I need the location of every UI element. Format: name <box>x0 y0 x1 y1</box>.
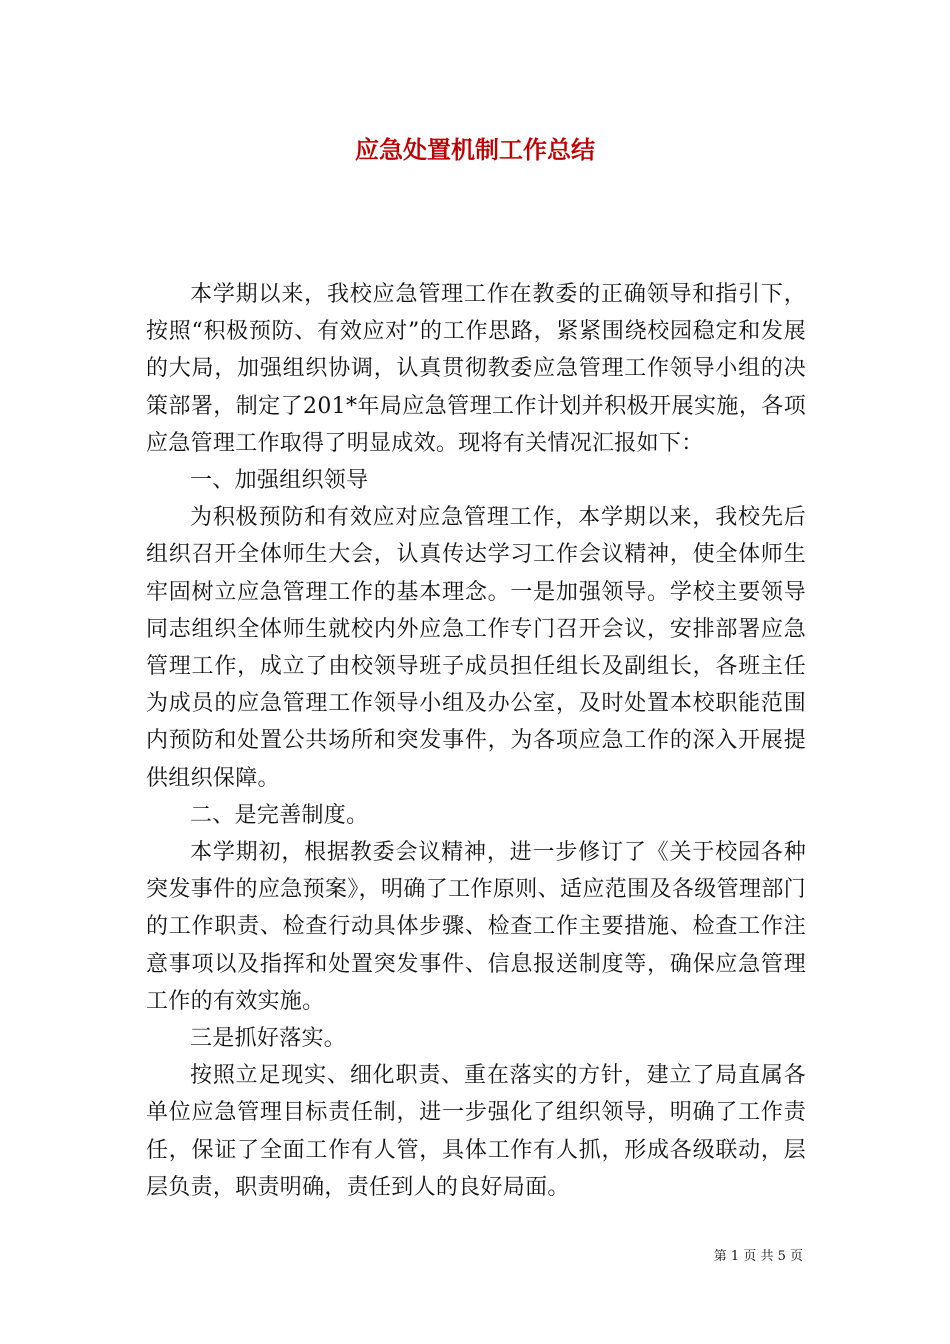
page-title: 应急处置机制工作总结 <box>355 136 595 164</box>
page-number-footer: 第 1 页 共 5 页 <box>713 1249 803 1264</box>
system-paragraph: 本学期初，根据教委会议精神，进一步修订了《关于校园各种突发事件的应急预案》，明确了工作原则、适应范围及各级管理部门的工作职责、检查行动具体步骤、检查工作主要措施、检查工作注意事项以及指挥和处置突发事件、信息报送制度等，确保应急管理工作的有效实施。 <box>146 840 806 1014</box>
section-heading-organization: 一、加强组织领导 <box>190 468 369 494</box>
document-body <box>146 276 806 1206</box>
section-heading-implementation: 三是抓好落实。 <box>190 1026 347 1052</box>
intro-paragraph: 本学期以来，我校应急管理工作在教委的正确领导和指引下，按照“积极预防、有效应对”的工作思路，紧紧围绕校园稳定和发展的大局，加强组织协调，认真贯彻教委应急管理工作领导小组的决策部署，制定了201*年局应急管理工作计划并积极开展实施，各项应急管理工作取得了明显成效。现将有关情况汇报如下： <box>146 282 806 456</box>
implementation-paragraph: 按照立足现实、细化职责、重在落实的方针，建立了局直属各单位应急管理目标责任制，进一步强化了组织领导，明确了工作责任，保证了全面工作有人管，具体工作有人抓，形成各级联动，层层负责，职责明确，责任到人的良好局面。 <box>146 1063 806 1200</box>
section-heading-system: 二、是完善制度。 <box>190 802 369 828</box>
organization-paragraph: 为积极预防和有效应对应急管理工作，本学期以来，我校先后组织召开全体师生大会，认真传达学习工作会议精神，使全体师生牢固树立应急管理工作的基本理念。一是加强领导。学校主要领导同志组织全体师生就校内外应急工作专门召开会议，安排部署应急管理工作，成立了由校领导班子成员担任组长及副组长，各班主任为成员的应急管理工作领导小组及办公室，及时处置本校职能范围内预防和处置公共场所和突发事件，为各项应急工作的深入开展提供组织保障。 <box>146 505 806 791</box>
